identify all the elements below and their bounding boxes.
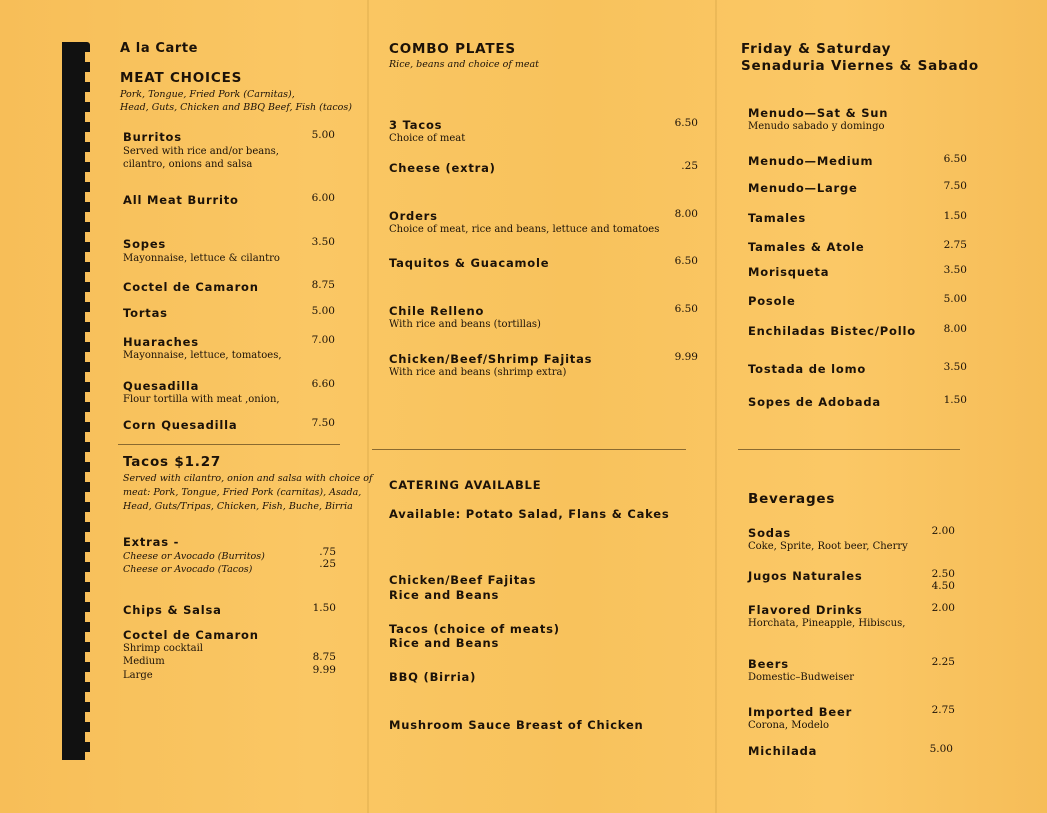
weekend-item-name: Menudo—Large [748,181,858,195]
combo-item-price: 6.50 [674,255,698,267]
extras-item-label: Cheese or Avocado (Burritos) [123,551,265,562]
combo-item-name: Taquitos & Guacamole [389,256,550,270]
fold-line-left [367,0,369,813]
extras-item-price: .75 [319,546,336,558]
weekend-item-name: Menudo—Medium [748,154,874,168]
beverage-desc: Horchata, Pineapple, Hibiscus, [748,618,906,629]
combo-item-price: 6.50 [674,303,698,315]
weekend-item-desc: Menudo sabado y domingo [748,121,885,132]
catering-item: Tacos (choice of meats) [389,622,560,636]
chips-salsa-price: 1.50 [312,602,336,614]
combo-item-name: Chile Relleno [389,304,485,318]
beverage-name: Michilada [748,744,818,758]
beverage-price: 2.00 [931,525,955,537]
meat-choices-line-2: Head, Guts, Chicken and BBQ Beef, Fish (tacos) [120,102,352,113]
beverage-name: Sodas [748,526,792,540]
weekend-item-price: 1.50 [943,210,967,222]
menu-item-name: All Meat Burrito [123,193,239,207]
coctel-size-price: 8.75 [312,651,336,663]
beverage-price: 2.75 [931,704,955,716]
weekend-item-name: Tamales [748,211,807,225]
beverage-desc: Coke, Sprite, Root beer, Cherry [748,541,908,552]
combo-item-name: Chicken/Beef/Shrimp Fajitas [389,352,593,366]
coctel-camaron-name: Coctel de Camaron [123,628,259,642]
weekend-item-name: Enchiladas Bistec/Pollo [748,324,916,338]
weekend-item-name: Morisqueta [748,265,830,279]
weekend-item-price: 8.00 [943,323,967,335]
weekend-item-price: 3.50 [943,264,967,276]
combo-item-name: Cheese (extra) [389,161,496,175]
menu-item-desc: Served with rice and/or beans, [123,146,279,157]
menu-item-name: Sopes [123,237,167,251]
tacos-desc-line: Served with cilantro, onion and salsa with choice of [123,473,373,484]
menu-item-price: 3.50 [311,236,335,248]
menu-item-price: 7.00 [311,334,335,346]
section-divider [738,449,960,450]
beverage-price: 2.25 [931,656,955,668]
weekend-item-price: 1.50 [943,394,967,406]
catering-item: Rice and Beans [389,588,500,602]
extras-heading: Extras - [123,535,180,549]
combo-item-price: 9.99 [674,351,698,363]
catering-available-text: Available: Potato Salad, Flans & Cakes [389,507,670,521]
menu-item-name: Huaraches [123,335,199,349]
menu-item-name: Burritos [123,130,182,144]
combo-item-name: 3 Tacos [389,118,443,132]
menu-item-price: 6.60 [311,378,335,390]
catering-item: Mushroom Sauce Breast of Chicken [389,718,644,732]
menu-item-name: Quesadilla [123,379,200,393]
beverages-heading: Beverages [748,491,836,507]
tacos-desc-line: meat: Pork, Tongue, Fried Pork (carnitas), Asada, [123,487,362,498]
combo-item-price: .25 [681,160,698,172]
menu-item-price: 8.75 [311,279,335,291]
extras-item-label: Cheese or Avocado (Tacos) [123,564,253,575]
menu-item-desc: cilantro, onions and salsa [123,159,253,170]
chips-salsa-name: Chips & Salsa [123,603,222,617]
menu-item-price: 5.00 [311,129,335,141]
beverage-name: Jugos Naturales [748,569,863,583]
coctel-size-price: 9.99 [312,664,336,676]
weekend-item-price: 6.50 [943,153,967,165]
coctel-camaron-desc: Shrimp cocktail [123,643,203,654]
combo-item-desc: With rice and beans (shrimp extra) [389,367,567,378]
weekend-item-name: Tostada de lomo [748,362,867,376]
combo-item-price: 6.50 [674,117,698,129]
section-divider [372,449,686,450]
coctel-size-label: Medium [123,656,165,667]
combo-item-desc: Choice of meat [389,133,466,144]
beverage-name: Beers [748,657,789,671]
weekend-item-name: Tamales & Atole [748,240,865,254]
beverage-price: 5.00 [929,743,953,755]
catering-heading: CATERING AVAILABLE [389,478,542,492]
combo-item-name: Orders [389,209,438,223]
meat-choices-heading: MEAT CHOICES [120,70,243,86]
beverage-name: Imported Beer [748,705,853,719]
menu-item-desc: Mayonnaise, lettuce & cilantro [123,253,280,264]
menu-item-name: Tortas [123,306,168,320]
weekend-heading: Friday & Saturday [741,41,892,57]
weekend-item-price: 5.00 [943,293,967,305]
coctel-size-label: Large [123,670,153,681]
menu-item-desc: Mayonnaise, lettuce, tomatoes, [123,350,282,361]
combo-item-desc: With rice and beans (tortillas) [389,319,541,330]
menu-item-name: Coctel de Camaron [123,280,259,294]
a-la-carte-heading: A la Carte [120,41,199,56]
decorative-bar-wave [82,42,90,760]
menu-item-price: 7.50 [311,417,335,429]
menu-item-price: 6.00 [311,192,335,204]
extras-item-price: .25 [319,558,336,570]
fold-line-right [715,0,717,813]
section-divider [118,444,340,445]
beverage-name: Flavored Drinks [748,603,863,617]
beverage-price: 2.50 [931,568,955,580]
catering-item: BBQ (Birria) [389,670,477,684]
catering-item: Chicken/Beef Fajitas [389,573,537,587]
combo-plates-heading: COMBO PLATES [389,41,516,57]
weekend-item-price: 7.50 [943,180,967,192]
menu-item-name: Corn Quesadilla [123,418,238,432]
combo-item-desc: Choice of meat, rice and beans, lettuce and tomatoes [389,224,660,235]
weekend-subheading: Senaduria Viernes & Sabado [741,58,979,74]
beverage-desc: Domestic–Budweiser [748,672,855,683]
menu-item-price: 5.00 [311,305,335,317]
combo-item-price: 8.00 [674,208,698,220]
catering-item: Rice and Beans [389,636,500,650]
weekend-item-price: 2.75 [943,239,967,251]
tacos-desc-line: Head, Guts/Tripas, Chicken, Fish, Buche, Birria [123,501,353,512]
weekend-item-name: Posole [748,294,796,308]
meat-choices-line-1: Pork, Tongue, Fried Pork (Carnitas), [120,89,295,100]
weekend-item-price: 3.50 [943,361,967,373]
beverage-desc: Corona, Modelo [748,720,830,731]
beverage-price-large: 4.50 [931,580,955,592]
weekend-item-name: Menudo—Sat & Sun [748,106,889,120]
weekend-item-name: Sopes de Adobada [748,395,881,409]
menu-item-desc: Flour tortilla with meat ,onion, [123,394,280,405]
beverage-price: 2.00 [931,602,955,614]
tacos-heading: Tacos $1.27 [123,454,222,470]
combo-plates-subtitle: Rice, beans and choice of meat [389,59,539,70]
